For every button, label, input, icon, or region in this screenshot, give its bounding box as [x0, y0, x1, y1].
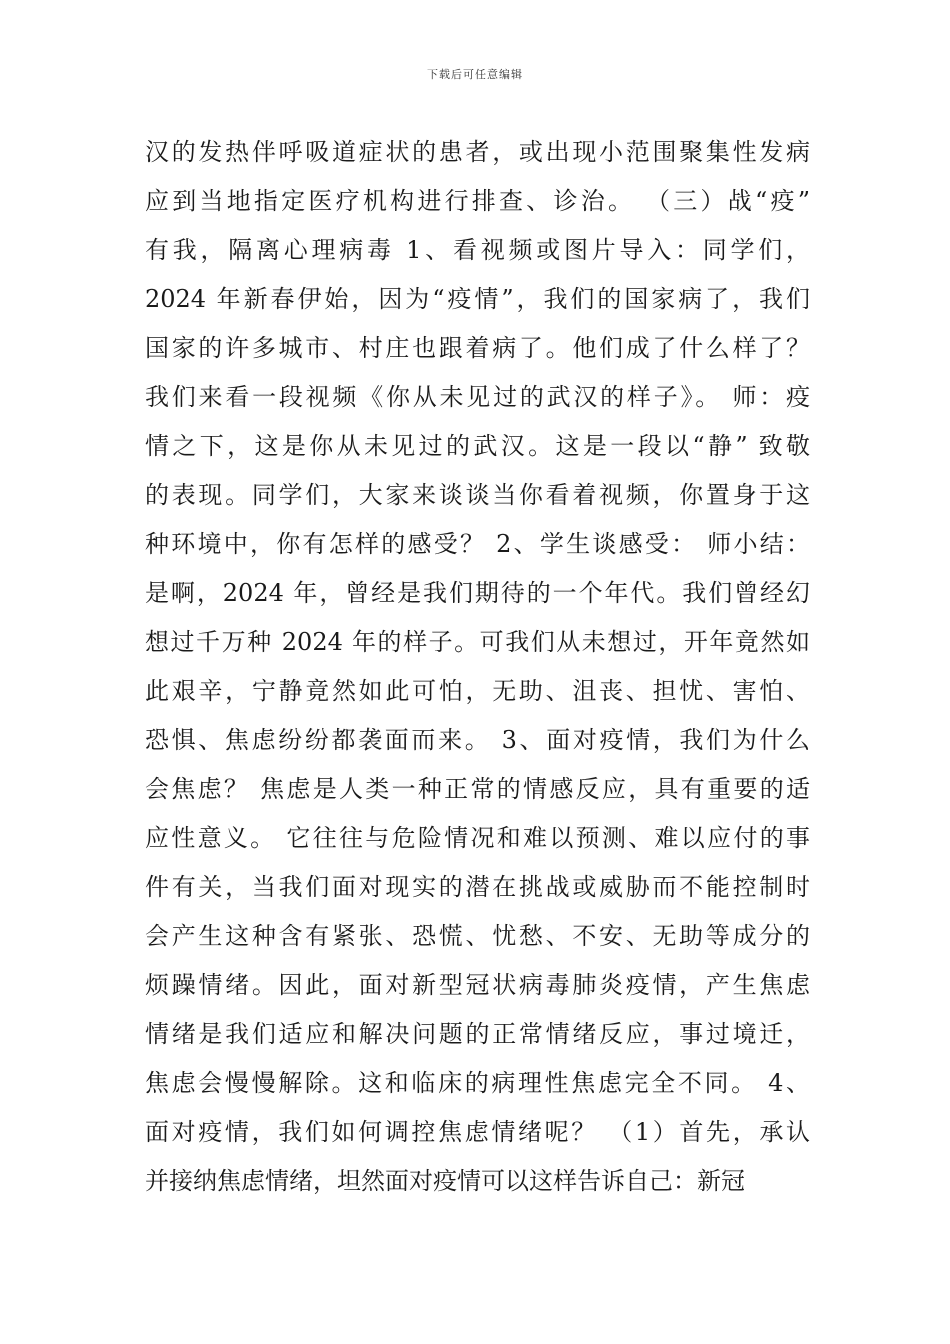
document-body	[145, 128, 810, 1206]
body-line: 会产生这种含有紧张、恐慌、忧愁、不安、无助等成分的	[145, 922, 810, 950]
body-line: 情之下，这是你从未见过的武汉。这是一段以“静” 致敬	[145, 432, 810, 460]
body-line: 种环境中，你有怎样的感受？ 2、学生谈感受： 师小结：	[145, 530, 810, 558]
body-line: 件有关，当我们面对现实的潜在挑战或威胁而不能控制时	[145, 873, 810, 901]
body-line: 情绪是我们适应和解决问题的正常情绪反应，事过境迁，	[145, 1020, 810, 1048]
body-line: 汉的发热伴呼吸道症状的患者，或出现小范围聚集性发病	[145, 138, 810, 166]
body-line: 是啊，2024 年，曾经是我们期待的一个年代。我们曾经幻	[145, 579, 810, 607]
body-line: 有我，隔离心理病毒 1、看视频或图片导入：同学们，	[145, 236, 810, 264]
body-line: 恐惧、焦虑纷纷都袭面而来。 3、面对疫情，我们为什么	[145, 726, 810, 754]
body-line: 此艰辛，宁静竟然如此可怕，无助、沮丧、担忧、害怕、	[145, 677, 810, 705]
body-line: 并接纳焦虑情绪，坦然面对疫情可以这样告诉自己：新冠	[145, 1167, 745, 1195]
body-line: 应到当地指定医疗机构进行排查、诊治。 （三）战“疫”	[145, 187, 810, 215]
body-line: 国家的许多城市、村庄也跟着病了。他们成了什么样了？	[145, 334, 810, 362]
body-line: 面对疫情，我们如何调控焦虑情绪呢？ （1）首先，承认	[145, 1118, 810, 1146]
body-line: 的表现。同学们，大家来谈谈当你看着视频，你置身于这	[145, 481, 810, 509]
body-line: 会焦虑？ 焦虑是人类一种正常的情感反应，具有重要的适	[145, 775, 810, 803]
body-line: 2024 年新春伊始，因为“疫情”，我们的国家病了，我们	[145, 285, 810, 313]
body-line: 烦躁情绪。因此，面对新型冠状病毒肺炎疫情，产生焦虑	[145, 971, 810, 999]
body-line: 焦虑会慢慢解除。这和临床的病理性焦虑完全不同。 4、	[145, 1069, 810, 1097]
body-line: 我们来看一段视频《你从未见过的武汉的样子》。 师：疫	[145, 383, 810, 411]
page-header: 下载后可任意编辑	[427, 68, 523, 81]
body-line: 想过千万种 2024 年的样子。可我们从未想过，开年竟然如	[145, 628, 810, 656]
body-line: 应性意义。 它往往与危险情况和难以预测、难以应付的事	[145, 824, 810, 852]
